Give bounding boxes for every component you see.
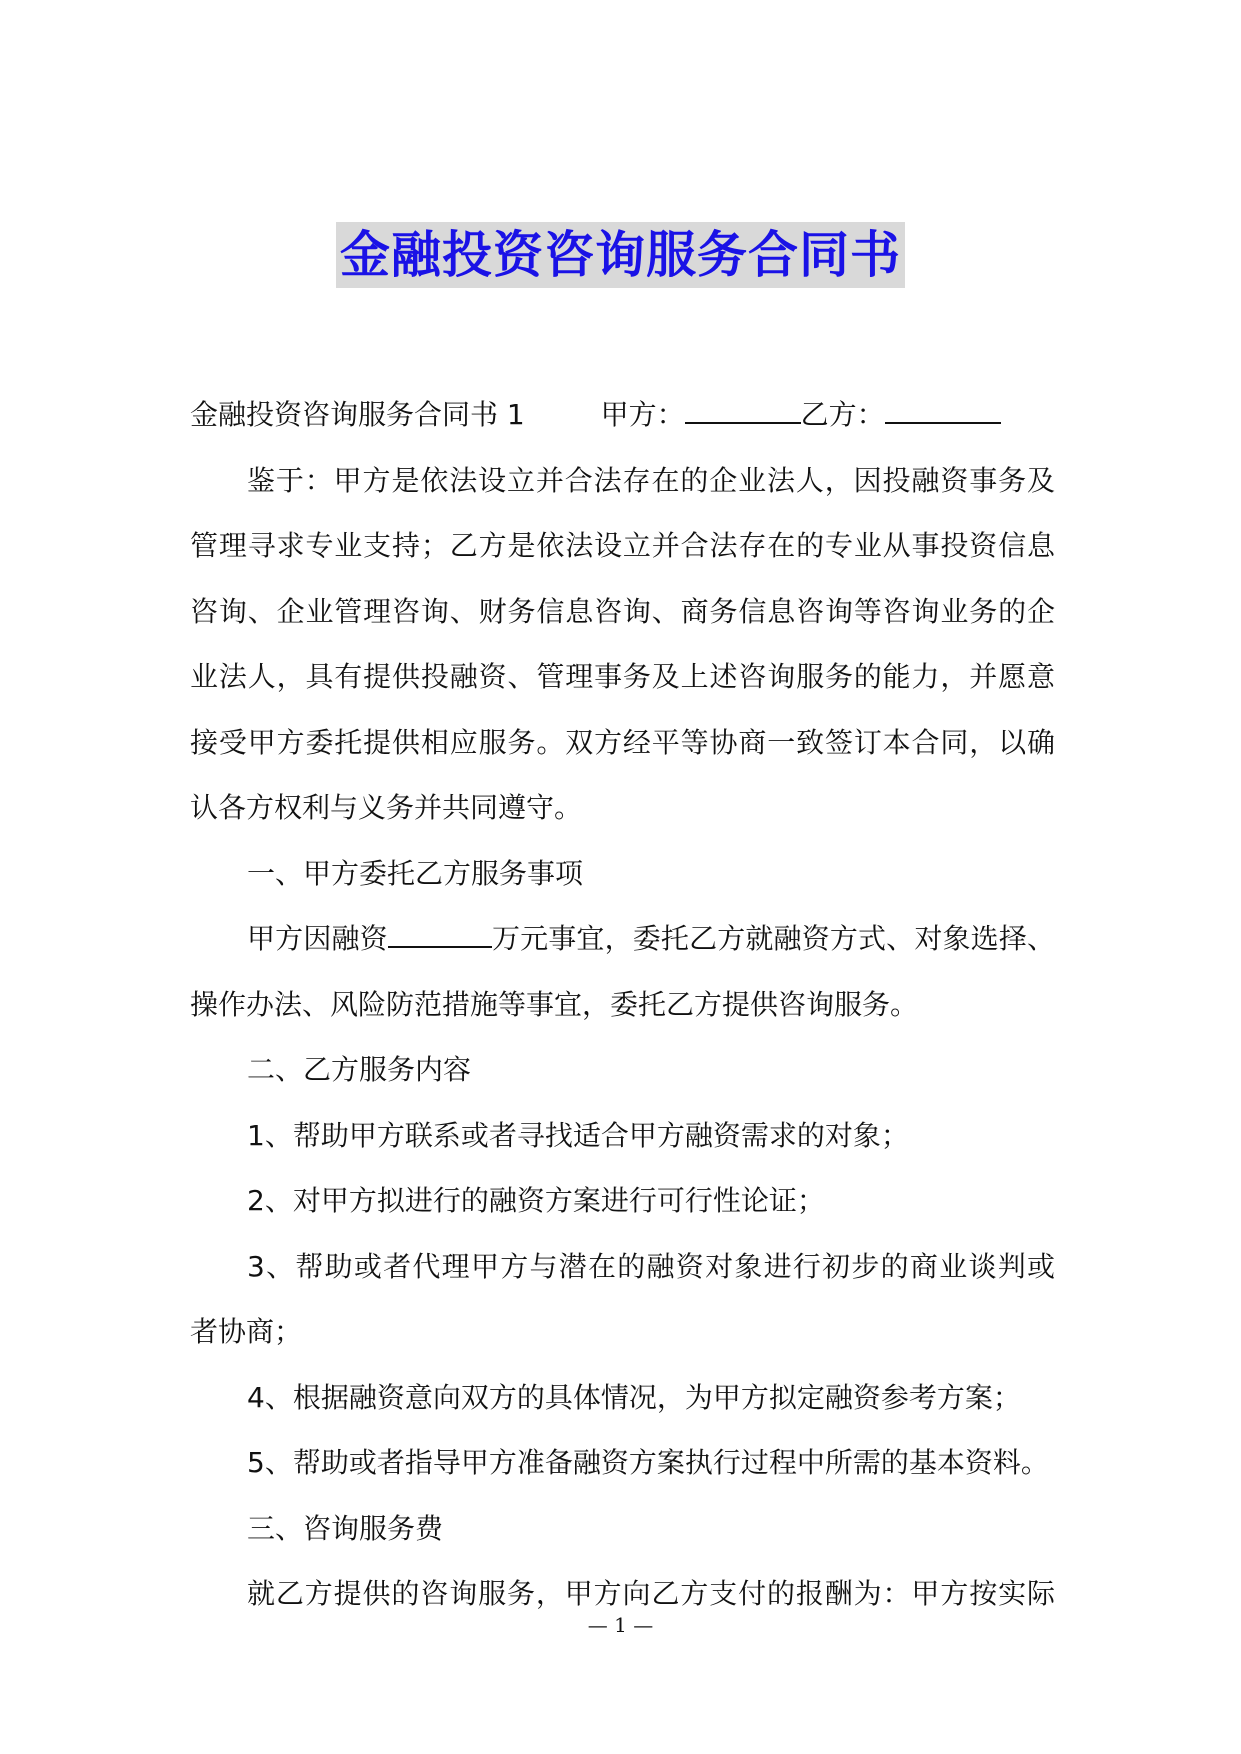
- section2-item-3: [190, 1234, 1055, 1300]
- party-a-blank: [685, 398, 801, 424]
- preamble-line-1: 鉴于：甲方是依法设立并合法存在的企业法人，因投融资事务及: [247, 463, 1055, 497]
- item-text: 、帮助或者代理甲方与潜在的融资对象进行初步的商业谈判或: [264, 1249, 1055, 1283]
- amount-blank: [388, 922, 492, 948]
- doc-name: 金融投资咨询服务合同书: [190, 398, 499, 431]
- item-number: 2: [247, 1184, 265, 1217]
- section1-line-2: 操作办法、风险防范措施等事宜，委托乙方提供咨询服务。: [190, 987, 919, 1021]
- section2-item-5: [190, 1430, 1055, 1496]
- section2-item-3-continuation: 者协商；: [190, 1315, 303, 1348]
- section1-line1-suffix: 万元事宜，委托乙方就融资方式、对象选择、: [491, 922, 1055, 955]
- item-text: 、帮助甲方联系或者寻找适合甲方融资需求的对象；: [264, 1118, 909, 1152]
- preamble-line-4: 业法人，具有提供投融资、管理事务及上述咨询服务的能力，并愿意: [190, 660, 1055, 693]
- header-line: [190, 382, 1055, 448]
- item-text: 、帮助或者指导甲方准备融资方案执行过程中所需的基本资料。: [264, 1446, 1049, 1479]
- item-number: 1: [247, 1118, 265, 1152]
- party-b-label: 乙方：: [800, 398, 885, 431]
- section3-heading: 三、咨询服务费: [247, 1511, 444, 1545]
- party-a-label: 甲方：: [600, 398, 685, 431]
- item-number: 5: [247, 1446, 265, 1479]
- preamble-line-5: 接受甲方委托提供相应服务。双方经平等协商一致签订本合同，以确: [190, 725, 1055, 759]
- section1-heading: 一、甲方委托乙方服务事项: [247, 856, 584, 890]
- preamble-line-2: 管理寻求专业支持；乙方是依法设立并合法存在的专业从事投资信息: [190, 529, 1055, 562]
- item-text: 、对甲方拟进行的融资方案进行可行性论证；: [264, 1184, 825, 1217]
- section1-line1-prefix: 甲方因融资: [247, 922, 388, 955]
- section2-item-4: [190, 1365, 1055, 1431]
- item-number: 4: [247, 1380, 265, 1414]
- party-b-blank: [885, 398, 1001, 424]
- title-container: [0, 222, 1241, 288]
- item-text: 、根据融资意向双方的具体情况，为甲方拟定融资参考方案；: [264, 1380, 1021, 1414]
- item-number: 3: [247, 1249, 265, 1283]
- section1-line-1: [190, 906, 1055, 972]
- preamble-line-6: 认各方权利与义务并共同遵守。: [190, 791, 583, 824]
- document-title: 金融投资咨询服务合同书: [336, 222, 905, 288]
- section2-item-2: [190, 1168, 1055, 1234]
- document-body: [190, 382, 1055, 1627]
- preamble-line-3: 咨询、企业管理咨询、财务信息咨询、商务信息咨询等咨询业务的企: [190, 594, 1055, 628]
- section2-item-1: [190, 1103, 1055, 1169]
- section2-heading: 二、乙方服务内容: [247, 1053, 472, 1086]
- doc-number: 1: [506, 398, 525, 431]
- page-number: — 1 —: [587, 1613, 654, 1637]
- section3-line-1: 就乙方提供的咨询服务，甲方向乙方支付的报酬为：甲方按实际: [247, 1577, 1055, 1610]
